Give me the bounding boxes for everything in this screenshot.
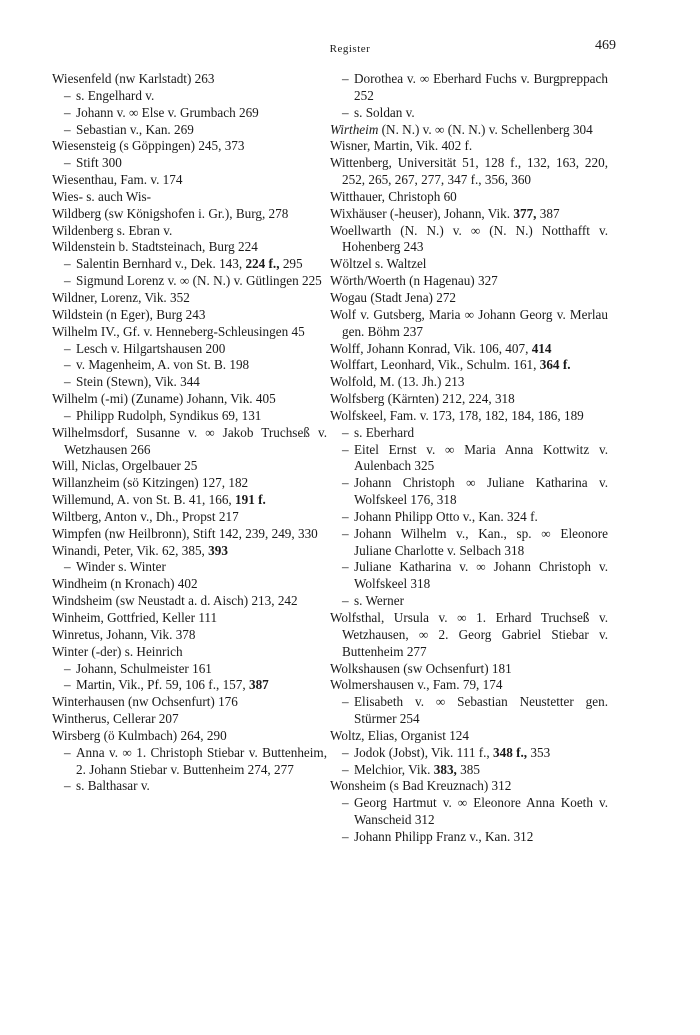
index-subentry xyxy=(330,71,608,105)
entry-text: Wildenstein b. Stadtsteinach, Burg 224 xyxy=(52,239,258,255)
running-head: Register xyxy=(329,43,371,55)
entry-text: Johann Philipp Franz v., Kan. 312 xyxy=(354,828,534,844)
entry-text: Eitel Ernst v. ∞ Maria Anna Kottwitz v. Aulenbach 325 xyxy=(354,441,608,474)
entry-text: Wolff, Johann Konrad, Vik. 106, 407, xyxy=(330,340,532,356)
entry-text-tail: 295 xyxy=(279,256,303,272)
entry-text: Wolfsthal, Ursula v. ∞ 1. Erhard Truchseß v. Wetzhausen, ∞ 2. Georg Gabriel Stiebar v. Buttenheim 277 xyxy=(330,610,608,659)
subentry-dash: – xyxy=(342,694,349,710)
subentry-dash: – xyxy=(342,744,349,760)
index-subentry xyxy=(330,795,608,829)
index-entry xyxy=(330,391,608,408)
entry-text: Lesch v. Hilgartshausen 200 xyxy=(76,340,226,356)
index-entry xyxy=(52,425,327,459)
entry-text: Anna v. ∞ 1. Christoph Stiebar v. Buttenheim, 2. Johann Stiebar v. Buttenheim 274, 277 xyxy=(76,744,327,777)
entry-text: Winretus, Johann, Vik. 378 xyxy=(52,626,196,642)
entry-text: Wixhäuser (-heuser), Johann, Vik. xyxy=(330,205,514,221)
index-column-left xyxy=(52,71,327,795)
subentry-dash: – xyxy=(64,660,71,676)
subentry-dash: – xyxy=(64,357,71,373)
entry-text: Philipp Rudolph, Syndikus 69, 131 xyxy=(76,407,262,423)
entry-text: Wiesenthau, Fam. v. 174 xyxy=(52,172,183,188)
subentry-dash: – xyxy=(64,340,71,356)
index-entry xyxy=(52,189,327,206)
index-entry xyxy=(52,324,327,341)
index-entry xyxy=(52,644,327,661)
subentry-dash: – xyxy=(64,256,71,272)
subentry-dash: – xyxy=(64,87,71,103)
entry-text: Wörth/Woerth (n Hagenau) 327 xyxy=(330,273,498,289)
entry-text: Wonsheim (s Bad Kreuznach) 312 xyxy=(330,778,512,794)
index-subentry xyxy=(330,559,608,593)
index-subentry xyxy=(330,425,608,442)
index-entry xyxy=(52,728,327,745)
index-entry xyxy=(52,206,327,223)
index-entry xyxy=(330,341,608,358)
entry-italic-text: Wirtheim xyxy=(330,121,379,137)
entry-text: Stift 300 xyxy=(76,155,122,171)
subentry-dash: – xyxy=(64,155,71,171)
entry-main-reference: 393 xyxy=(208,542,228,558)
entry-text: Johann Wilhelm v., Kan., sp. ∞ Eleonore Juliane Charlotte v. Selbach 318 xyxy=(354,525,608,558)
index-subentry xyxy=(330,694,608,728)
subentry-dash: – xyxy=(342,424,349,440)
entry-text: Johann Philipp Otto v., Kan. 324 f. xyxy=(354,508,538,524)
entry-text: (N. N.) v. ∞ (N. N.) v. Schellenberg 304 xyxy=(378,121,593,137)
subentry-dash: – xyxy=(342,71,349,86)
index-entry xyxy=(52,71,327,88)
entry-text: Wolf v. Gutsberg, Maria ∞ Johann Georg v. Merlau gen. Böhm 237 xyxy=(330,306,608,339)
index-subentry xyxy=(52,273,327,290)
entry-text: Woellwarth (N. N.) v. ∞ (N. N.) Notthafft v. Hohenberg 243 xyxy=(330,222,608,255)
entry-text: v. Magenheim, A. von St. B. 198 xyxy=(76,357,250,373)
index-entry xyxy=(52,627,327,644)
index-entry xyxy=(52,509,327,526)
index-entry xyxy=(52,694,327,711)
index-entry xyxy=(330,122,608,139)
subentry-dash: – xyxy=(342,441,349,457)
entry-text: Winterhausen (nw Ochsenfurt) 176 xyxy=(52,694,238,710)
entry-text: Wilhelm IV., Gf. v. Henneberg-Schleusingen 45 xyxy=(52,323,305,339)
entry-text: Wogau (Stadt Jena) 272 xyxy=(330,289,457,305)
index-entry xyxy=(52,475,327,492)
entry-text: Stein (Stewn), Vik. 344 xyxy=(76,374,200,390)
subentry-dash: – xyxy=(342,795,349,811)
subentry-dash: – xyxy=(342,525,349,541)
entry-main-reference: 387 xyxy=(248,677,269,693)
index-subentry xyxy=(330,526,608,560)
index-subentry xyxy=(52,122,327,139)
subentry-dash: – xyxy=(342,475,349,491)
entry-text: Winandi, Peter, Vik. 62, 385, xyxy=(52,542,209,558)
entry-text: Johann v. ∞ Else v. Grumbach 269 xyxy=(76,104,259,120)
index-entry xyxy=(52,610,327,627)
index-subentry xyxy=(330,829,608,846)
entry-text: Wildstein (n Eger), Burg 243 xyxy=(52,306,206,322)
index-subentry xyxy=(52,105,327,122)
index-subentry xyxy=(52,677,327,694)
entry-text-tail: 353 xyxy=(527,744,551,760)
index-subentry xyxy=(52,745,327,779)
index-subentry xyxy=(52,559,327,576)
entry-text: Windheim (n Kronach) 402 xyxy=(52,576,198,592)
entry-text: Windsheim (sw Neustadt a. d. Aisch) 213, 242 xyxy=(52,593,298,609)
entry-text: s. Werner xyxy=(354,593,404,609)
index-entry xyxy=(330,408,608,425)
subentry-dash: – xyxy=(64,273,71,289)
subentry-dash: – xyxy=(64,407,71,423)
entry-text: Wisner, Martin, Vik. 402 f. xyxy=(330,138,473,154)
index-entry xyxy=(52,138,327,155)
entry-text: Jodok (Jobst), Vik. 111 f., xyxy=(354,744,494,760)
entry-text: Witthauer, Christoph 60 xyxy=(330,188,457,204)
index-subentry xyxy=(52,88,327,105)
index-entry xyxy=(330,728,608,745)
entry-text: Winter (-der) s. Heinrich xyxy=(52,643,183,659)
entry-text: Wittenberg, Universität 51, 128 f., 132, 163, 220, 252, 265, 267, 277, 347 f., 356, 360 xyxy=(330,155,608,188)
index-entry xyxy=(52,391,327,408)
entry-text: Wildner, Lorenz, Vik. 352 xyxy=(52,289,190,305)
index-subentry xyxy=(330,745,608,762)
index-entry xyxy=(330,256,608,273)
index-entry xyxy=(52,290,327,307)
entry-text: Juliane Katharina v. ∞ Johann Christoph v. Wolfskeel 318 xyxy=(354,559,608,592)
subentry-dash: – xyxy=(64,778,71,794)
index-entry xyxy=(330,189,608,206)
entry-text: Elisabeth v. ∞ Sebastian Neustetter gen. Stürmer 254 xyxy=(354,694,608,727)
entry-text: Willemund, A. von St. B. 41, 166, xyxy=(52,492,236,508)
index-entry xyxy=(52,223,327,240)
index-entry xyxy=(330,677,608,694)
index-entry xyxy=(52,543,327,560)
index-entry xyxy=(330,307,608,341)
entry-main-reference: 364 f. xyxy=(539,357,571,373)
entry-text: s. Soldan v. xyxy=(354,104,415,120)
index-entry xyxy=(330,206,608,223)
entry-text: Winder s. Winter xyxy=(76,559,166,575)
index-entry xyxy=(330,290,608,307)
entry-text: Wolfold, M. (13. Jh.) 213 xyxy=(330,374,465,390)
subentry-dash: – xyxy=(342,104,349,120)
entry-text: Johann, Schulmeister 161 xyxy=(76,660,212,676)
entry-main-reference: 383, xyxy=(433,761,457,777)
index-entry xyxy=(330,778,608,795)
entry-text: Wiltberg, Anton v., Dh., Propst 217 xyxy=(52,508,239,524)
entry-text: Wilhelmsdorf, Susanne v. ∞ Jakob Truchseß v. Wetzhausen 266 xyxy=(52,424,327,457)
index-subentry xyxy=(52,256,327,273)
subentry-dash: – xyxy=(64,744,71,760)
entry-text: Wöltzel s. Waltzel xyxy=(330,256,427,272)
subentry-dash: – xyxy=(342,593,349,609)
index-subentry xyxy=(52,341,327,358)
index-entry xyxy=(52,593,327,610)
page-header xyxy=(0,38,700,60)
index-entry xyxy=(330,610,608,661)
index-subentry xyxy=(330,509,608,526)
index-entry xyxy=(330,223,608,257)
index-subentry xyxy=(330,442,608,476)
entry-text: Willanzheim (sö Kitzingen) 127, 182 xyxy=(52,475,249,491)
index-subentry xyxy=(330,593,608,610)
entry-text: Wolkshausen (sw Ochsenfurt) 181 xyxy=(330,660,512,676)
entry-text: Wilhelm (-mi) (Zuname) Johann, Vik. 405 xyxy=(52,391,276,407)
index-subentry xyxy=(52,155,327,172)
entry-text: Sebastian v., Kan. 269 xyxy=(76,121,194,137)
index-entry xyxy=(330,138,608,155)
entry-main-reference: 348 f., xyxy=(493,744,528,760)
index-subentry xyxy=(52,357,327,374)
entry-main-reference: 224 f., xyxy=(245,256,280,272)
entry-text: Woltz, Elias, Organist 124 xyxy=(330,727,469,743)
entry-text: s. Engelhard v. xyxy=(76,87,155,103)
entry-text: Wiesenfeld (nw Karlstadt) 263 xyxy=(52,71,215,86)
entry-text: Wolfsberg (Kärnten) 212, 224, 318 xyxy=(330,391,515,407)
entry-text: Will, Niclas, Orgelbauer 25 xyxy=(52,458,198,474)
entry-text: Wirsberg (ö Kulmbach) 264, 290 xyxy=(52,727,227,743)
entry-text: Wolffart, Leonhard, Vik., Schulm. 161, xyxy=(330,357,540,373)
entry-main-reference: 414 xyxy=(531,340,552,356)
entry-text: Wildenberg s. Ebran v. xyxy=(52,222,173,238)
index-entry xyxy=(330,155,608,189)
page-number: 469 xyxy=(595,38,616,53)
index-subentry xyxy=(52,374,327,391)
index-entry xyxy=(52,576,327,593)
index-entry xyxy=(330,357,608,374)
index-entry xyxy=(52,711,327,728)
subentry-dash: – xyxy=(64,559,71,575)
index-column-right xyxy=(330,71,608,846)
index-entry xyxy=(52,239,327,256)
index-subentry xyxy=(330,105,608,122)
entry-text: Wimpfen (nw Heilbronn), Stift 142, 239, 249, 330 xyxy=(52,525,318,541)
entry-text: Dorothea v. ∞ Eberhard Fuchs v. Burgpreppach 252 xyxy=(354,71,608,103)
index-subentry xyxy=(330,475,608,509)
entry-text: Wolmershausen v., Fam. 79, 174 xyxy=(330,677,503,693)
entry-text: Johann Christoph ∞ Juliane Katharina v. Wolfskeel 176, 318 xyxy=(354,475,608,508)
index-subentry xyxy=(52,778,327,795)
entry-text: Winheim, Gottfried, Keller 111 xyxy=(52,610,218,625)
index-entry xyxy=(52,458,327,475)
entry-text: s. Eberhard xyxy=(354,424,415,440)
entry-main-reference: 191 f. xyxy=(235,492,266,508)
entry-text: Wies- s. auch Wis- xyxy=(52,188,152,204)
subentry-dash: – xyxy=(64,104,71,120)
subentry-dash: – xyxy=(342,508,349,524)
entry-main-reference: 377, xyxy=(513,205,537,221)
entry-text: Wildberg (sw Königshofen i. Gr.), Burg, 278 xyxy=(52,205,289,221)
entry-text: Melchior, Vik. xyxy=(354,761,434,777)
entry-text: s. Balthasar v. xyxy=(76,778,150,794)
subentry-dash: – xyxy=(342,559,349,575)
entry-text: Wiesensteig (s Göppingen) 245, 373 xyxy=(52,138,245,154)
subentry-dash: – xyxy=(64,677,71,693)
entry-text: Georg Hartmut v. ∞ Eleonore Anna Koeth v. Wanscheid 312 xyxy=(354,795,608,828)
index-subentry xyxy=(330,762,608,779)
index-subentry xyxy=(52,661,327,678)
entry-text: Salentin Bernhard v., Dek. 143, xyxy=(76,256,246,272)
subentry-dash: – xyxy=(64,121,71,137)
index-entry xyxy=(330,273,608,290)
entry-text: Wintherus, Cellerar 207 xyxy=(52,711,179,727)
index-entry xyxy=(52,172,327,189)
subentry-dash: – xyxy=(64,374,71,390)
subentry-dash: – xyxy=(342,761,349,777)
entry-text: Martin, Vik., Pf. 59, 106 f., 157, xyxy=(76,677,249,693)
index-subentry xyxy=(52,408,327,425)
entry-text: Wolfskeel, Fam. v. 173, 178, 182, 184, 186, 189 xyxy=(330,407,584,423)
index-entry xyxy=(52,492,327,509)
entry-text-tail: 385 xyxy=(456,761,480,777)
index-entry xyxy=(330,661,608,678)
subentry-dash: – xyxy=(342,828,349,844)
index-entry xyxy=(52,526,327,543)
entry-text-tail: 387 xyxy=(536,205,560,221)
index-entry xyxy=(330,374,608,391)
entry-text: Sigmund Lorenz v. ∞ (N. N.) v. Gütlingen 225 xyxy=(76,273,322,289)
index-entry xyxy=(52,307,327,324)
